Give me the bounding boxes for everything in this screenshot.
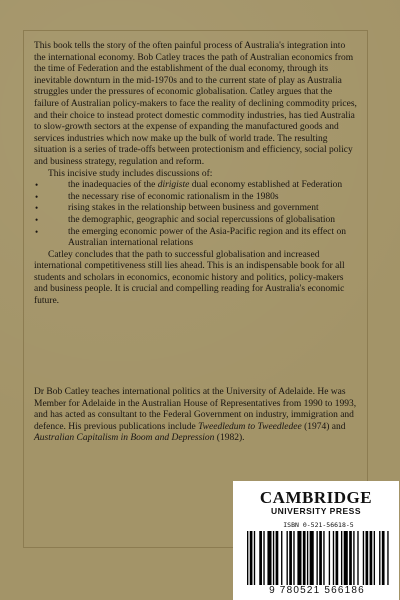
book-title: Tweedledum to Tweedledee <box>198 421 302 432</box>
list-item-text: the inadequacies of the <box>68 180 158 191</box>
list-item-text: the emerging economic power of the Asia-Pacific region and its effect on Australian international relations <box>68 226 346 249</box>
barcode-icon <box>246 531 391 585</box>
bullet-icon: • <box>35 191 39 202</box>
blurb-intro-text: This book tells the story of the often painful process of Australia's integration into the international economy. Bob Catley traces the path of Australian economics from the time of Federation and the establishment of the dual economy, through its inevitable downturn in the mid-1970s and to the current state of play as Australia struggles under the pressures of economic globalisation. Catley argues that the failure of Australian policy-makers to face the reality of declining commodity prices, and their choice to instead protect domestic commodity industries, has tied Australia to slow-growth sectors at the expense of expanding the manufactured goods and services industries which now make up the bulk of world trade. The resulting situation is a series of trade-offs between protectionism and efficiency, social policy and business strategy, regulation and reform. <box>34 41 357 167</box>
publisher-subtitle: UNIVERSITY PRESS <box>270 506 362 516</box>
bullet-icon: • <box>35 214 39 225</box>
bullet-icon: • <box>35 203 39 214</box>
list-item <box>34 192 358 204</box>
list-item-text: the necessary rise of economic rationalism in the 1980s <box>68 191 279 202</box>
list-item-text: the demographic, geographic and social repercussions of globalisation <box>68 214 335 225</box>
list-item-text: rising stakes in the relationship between business and government <box>68 203 319 214</box>
list-item <box>34 180 358 192</box>
list-item <box>34 227 358 250</box>
list-item-text: dual economy established at Federation <box>189 180 343 191</box>
bullet-icon: • <box>35 226 39 237</box>
blurb-intro <box>34 41 358 169</box>
blurb-conclusion: Catley concludes that the path to successful globalisation and increased international competitiveness still lies ahead. This is an indispensable book for all students and scholars in economics, economic history and politics, policy-makers and business people. It is crucial and compelling reading for Australia's economic future. <box>34 249 345 307</box>
bullet-icon: • <box>35 180 39 191</box>
author-bio <box>34 387 364 445</box>
bio-text: (1974) and <box>301 421 346 432</box>
blurb-lead: This incisive study includes discussions of: <box>48 168 213 179</box>
isbn-label: ISBN 0-521-56618-5 <box>283 521 354 529</box>
publisher-name: CAMBRIDGE <box>259 488 373 507</box>
blurb-text <box>34 41 358 308</box>
topics-list <box>34 180 358 250</box>
bio-text: (1982). <box>214 433 245 444</box>
list-item-emphasis: dirigiste <box>157 180 190 191</box>
bio-text: Dr Bob Catley teaches international politics at the University of Adelaide. He was Member for Adelaide in the Australian House of Representatives from 1990 to 1993, and has acted as consultant to the Federal Government on industry, immigration and defence. His previous publications include <box>34 387 357 432</box>
author-bio-text <box>34 387 364 445</box>
publisher-box <box>233 481 399 600</box>
book-title: Australian Capitalism in Boom and Depression <box>34 433 215 444</box>
list-item <box>34 215 358 227</box>
barcode-digits: 9 780521 566186 <box>269 585 365 596</box>
list-item <box>34 203 358 215</box>
